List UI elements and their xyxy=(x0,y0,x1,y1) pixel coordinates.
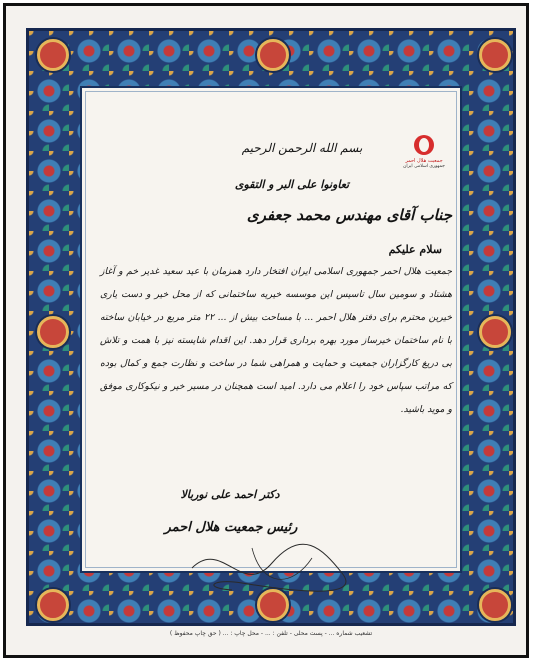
document-frame xyxy=(3,3,529,658)
logo-name: جمعیت هلال احمر xyxy=(405,158,443,164)
border-medallion-icon xyxy=(37,316,69,348)
border-medallion-icon xyxy=(479,39,511,71)
print-footer: تشعیب شماره ... - پست محلی - تلفن : ... - محل چاپ : ... ( حق چاپ محفوظ ) xyxy=(169,630,373,637)
border-medallion-icon xyxy=(37,589,69,621)
basmala: بسم الله الرحمن الرحیم xyxy=(241,141,363,155)
border-medallion-icon xyxy=(37,39,69,71)
logo-subtitle: جمهوری اسلامی ایران xyxy=(403,164,445,169)
red-crescent-icon xyxy=(414,135,434,155)
signature xyxy=(182,528,372,598)
signer-name: دکتر احمد علی نوربالا xyxy=(180,488,280,501)
greeting: سلام علیکم xyxy=(388,243,442,256)
signer-title: رئیس جمعیت هلال احمر xyxy=(164,520,298,535)
certificate xyxy=(26,28,516,626)
verse: تعاونوا علی البر و التقوی xyxy=(234,178,350,191)
border-medallion-icon xyxy=(257,39,289,71)
certificate-paper xyxy=(80,86,462,573)
certificate-body: جمعیت هلال احمر جمهوری اسلامی ایران افتخار دارد همزمان با عید سعید غدیر خم و آغاز هشتاد و سومین سال تاسیس این موسسه خیریه ساختمانی که از محل خیر و دست یاری خیرین محترم برای دفتر هلال احمر ... با مساحت بیش از ... ۲۲ متر مربع در خیابان ساخته با نام ساختمان خیرساز مورد بهره برداری قرار دهد. این اقدام شایسته نیز با همت و تلاش بی دریغ کارگزاران جمعیت و حمایت و همراهی شما در ساخت و نظارت جمع و کمال بوده که مراتب سپاس خود را اعلام می دارد. امید است همچنان در مسیر خیر و نیکوکاری موفق و موید باشید. xyxy=(100,266,452,415)
addressee: جناب آقای مهندس محمد جعفری xyxy=(246,206,452,224)
border-medallion-icon xyxy=(479,589,511,621)
border-medallion-icon xyxy=(479,316,511,348)
red-crescent-logo xyxy=(398,135,450,169)
